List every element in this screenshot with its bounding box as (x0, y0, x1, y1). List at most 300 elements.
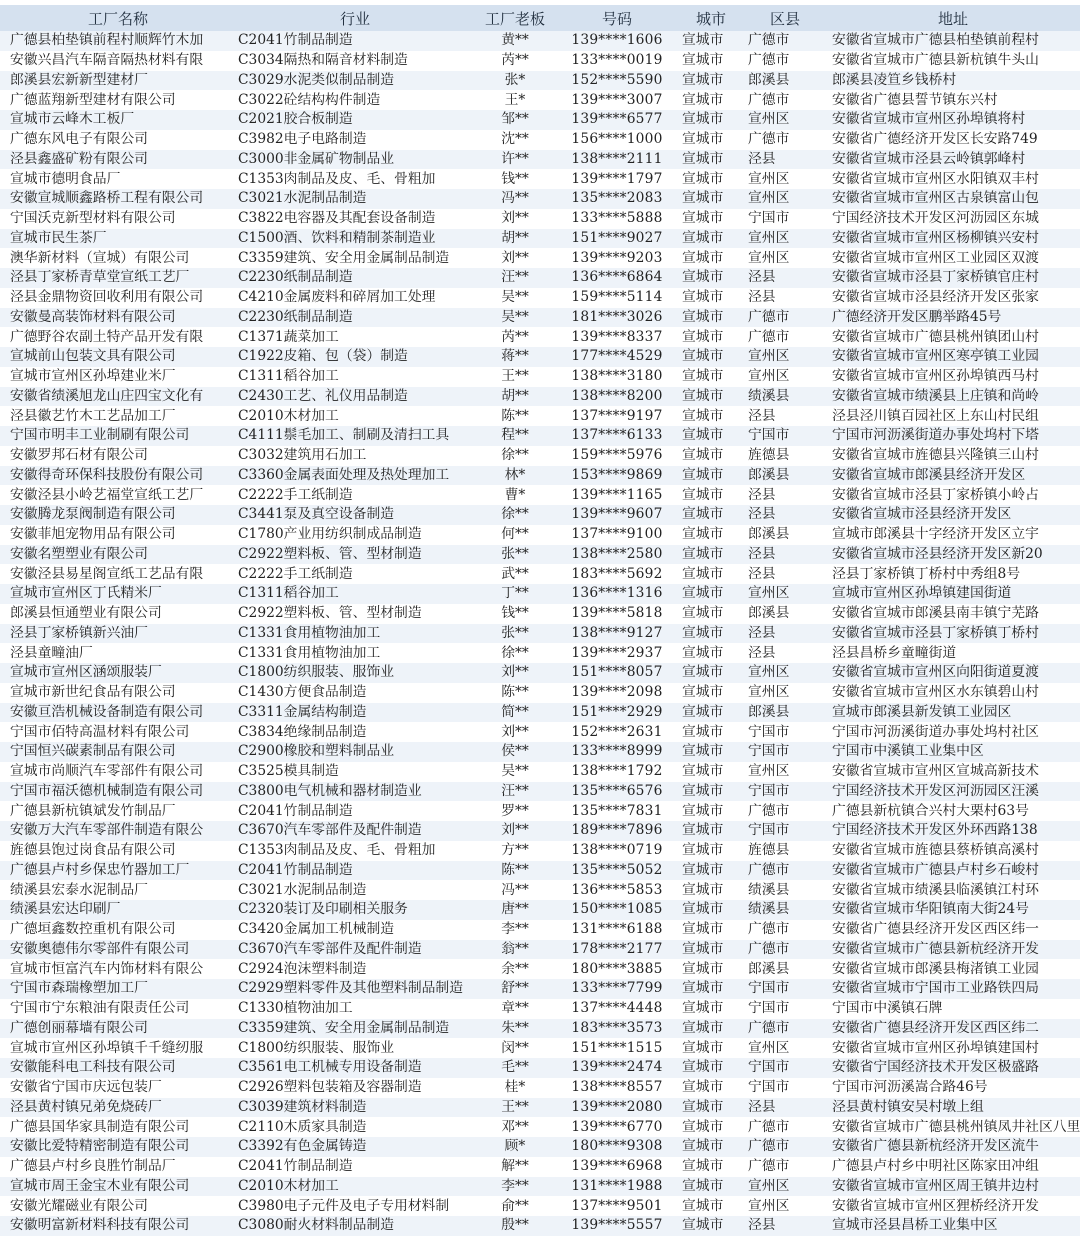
phone-cell: 139****1797 (556, 169, 678, 189)
phone-cell: 131****6188 (556, 920, 678, 940)
phone-cell: 137****9100 (556, 525, 678, 545)
factory-name-cell: 泾县丁家桥青草堂宣纸工艺厂 (0, 268, 236, 288)
owner-cell: 许** (474, 150, 556, 170)
header-row (0, 5, 1080, 31)
header-district: 区县 (744, 5, 826, 31)
table-row (0, 703, 1080, 723)
factory-name-cell: 广德县卢村乡保忠竹器加工厂 (0, 861, 236, 881)
industry-cell: C4111鬃毛加工、制刷及清扫工具 (236, 426, 474, 446)
factory-name-cell: 泾县鑫盛矿粉有限公司 (0, 150, 236, 170)
owner-cell: 胡** (474, 229, 556, 249)
factory-name-cell: 宣城市新世纪食品有限公司 (0, 683, 236, 703)
table-row (0, 999, 1080, 1019)
table-row (0, 268, 1080, 288)
factory-name-cell: 绩溪县宏达印刷厂 (0, 900, 236, 920)
factory-name-cell: 泾县童疃油厂 (0, 643, 236, 663)
table-row (0, 821, 1080, 841)
industry-cell: C2222手工纸制造 (236, 485, 474, 505)
city-cell: 宣城市 (678, 703, 744, 723)
city-cell: 宣城市 (678, 1019, 744, 1039)
city-cell: 宣城市 (678, 1137, 744, 1157)
factory-name-cell: 安徽兴昌汽车隔音隔热材料有限 (0, 51, 236, 71)
factory-name-cell: 安徽亘浩机械设备制造有限公司 (0, 703, 236, 723)
phone-cell: 183****3573 (556, 1019, 678, 1039)
industry-cell: C2041竹制品制造 (236, 1157, 474, 1177)
table-row (0, 209, 1080, 229)
district-cell: 旌德县 (744, 841, 826, 861)
industry-cell: C2230纸制品制造 (236, 308, 474, 328)
industry-cell: C3822电容器及其配套设备制造 (236, 209, 474, 229)
address-cell: 泾县丁家桥镇丁桥村中秀组8号 (826, 564, 1080, 584)
factory-name-cell: 广德蓝翔新型建材有限公司 (0, 90, 236, 110)
address-cell: 郎溪县凌笪乡钱桥村 (826, 71, 1080, 91)
address-cell: 宁国市河沥溪街道办事处坞村社区 (826, 722, 1080, 742)
industry-cell: C3670汽车零部件及配件制造 (236, 940, 474, 960)
address-cell: 安徽省宣城市广德县柏垫镇前程村 (826, 31, 1080, 51)
table-row (0, 1157, 1080, 1177)
table-row (0, 110, 1080, 130)
phone-cell: 137****6133 (556, 426, 678, 446)
table-row (0, 505, 1080, 525)
city-cell: 宣城市 (678, 900, 744, 920)
phone-cell: 139****6968 (556, 1157, 678, 1177)
owner-cell: 徐** (474, 446, 556, 466)
city-cell: 宣城市 (678, 1196, 744, 1216)
city-cell: 宣城市 (678, 268, 744, 288)
owner-cell: 张** (474, 624, 556, 644)
phone-cell: 138****2111 (556, 150, 678, 170)
industry-cell: C2922塑料板、管、型材制造 (236, 545, 474, 565)
industry-cell: C2021胶合板制造 (236, 110, 474, 130)
district-cell: 广德市 (744, 801, 826, 821)
phone-cell: 139****2937 (556, 643, 678, 663)
industry-cell: C3021水泥制品制造 (236, 880, 474, 900)
district-cell: 宁国市 (744, 742, 826, 762)
city-cell: 宣城市 (678, 71, 744, 91)
owner-cell: 王** (474, 1098, 556, 1118)
address-cell: 安徽省宣城市宁国市工业路铁四局 (826, 979, 1080, 999)
district-cell: 泾县 (744, 564, 826, 584)
address-cell: 安徽省广德县经济开发区西区纬一 (826, 920, 1080, 940)
table-row (0, 347, 1080, 367)
table-row (0, 584, 1080, 604)
city-cell: 宣城市 (678, 1038, 744, 1058)
header-factory-name: 工厂名称 (0, 5, 236, 31)
city-cell: 宣城市 (678, 861, 744, 881)
table-row (0, 426, 1080, 446)
address-cell: 宁国经济技术开发区河沥园区汪溪 (826, 782, 1080, 802)
phone-cell: 151****9027 (556, 229, 678, 249)
owner-cell: 邓** (474, 1117, 556, 1137)
address-cell: 安徽省宣城市宣州区水阳镇双丰村 (826, 169, 1080, 189)
owner-cell: 胡** (474, 387, 556, 407)
phone-cell: 136****6864 (556, 268, 678, 288)
address-cell: 安徽省宣城市广德县新杭镇牛头山 (826, 51, 1080, 71)
table-row (0, 1058, 1080, 1078)
owner-cell: 张* (474, 71, 556, 91)
district-cell: 宁国市 (744, 722, 826, 742)
owner-cell: 唐** (474, 900, 556, 920)
table-row (0, 446, 1080, 466)
table-row (0, 1177, 1080, 1197)
city-cell: 宣城市 (678, 584, 744, 604)
owner-cell: 程** (474, 426, 556, 446)
district-cell: 广德市 (744, 861, 826, 881)
district-cell: 郎溪县 (744, 604, 826, 624)
address-cell: 安徽省宣城市宣州区孙埠镇将村 (826, 110, 1080, 130)
address-cell: 安徽省广德县经济开发区西区纬二 (826, 1019, 1080, 1039)
address-cell: 安徽省宣城市绩溪县上庄镇和尚岭 (826, 387, 1080, 407)
table-row (0, 1098, 1080, 1118)
address-cell: 泾县泾川镇百园社区上东山村民组 (826, 406, 1080, 426)
factory-name-cell: 宣城市云峰木工板厂 (0, 110, 236, 130)
owner-cell: 林* (474, 466, 556, 486)
factory-name-cell: 泾县丁家桥镇新兴油厂 (0, 624, 236, 644)
table-row (0, 466, 1080, 486)
district-cell: 广德市 (744, 327, 826, 347)
city-cell: 宣城市 (678, 485, 744, 505)
factory-name-cell: 宣城市宣州区涵颂服装厂 (0, 663, 236, 683)
address-cell: 安徽省宣城市郎溪县经济开发区 (826, 466, 1080, 486)
district-cell: 广德市 (744, 1019, 826, 1039)
phone-cell: 177****4529 (556, 347, 678, 367)
factory-name-cell: 安徽泾县小岭艺福堂宣纸工艺厂 (0, 485, 236, 505)
phone-cell: 139****2080 (556, 1098, 678, 1118)
owner-cell: 芮** (474, 327, 556, 347)
industry-cell: C2110木质家具制造 (236, 1117, 474, 1137)
owner-cell: 章** (474, 999, 556, 1019)
phone-cell: 138****2580 (556, 545, 678, 565)
factory-name-cell: 宁国市福沃德机械制造有限公司 (0, 782, 236, 802)
phone-cell: 151****8057 (556, 663, 678, 683)
city-cell: 宣城市 (678, 466, 744, 486)
industry-cell: C1331食用植物油加工 (236, 643, 474, 663)
factory-name-cell: 广德野谷农副土特产品开发有限 (0, 327, 236, 347)
address-cell: 泾县昌桥乡童疃街道 (826, 643, 1080, 663)
district-cell: 宁国市 (744, 1058, 826, 1078)
table-row (0, 367, 1080, 387)
table-row (0, 1137, 1080, 1157)
district-cell: 宣州区 (744, 189, 826, 209)
industry-cell: C3800电气机械和器材制造业 (236, 782, 474, 802)
district-cell: 广德市 (744, 90, 826, 110)
district-cell: 郎溪县 (744, 703, 826, 723)
factory-table (0, 5, 1080, 1236)
industry-cell: C3670汽车零部件及配件制造 (236, 821, 474, 841)
phone-cell: 139****1165 (556, 485, 678, 505)
owner-cell: 徐** (474, 643, 556, 663)
industry-cell: C3441泵及真空设备制造 (236, 505, 474, 525)
factory-name-cell: 广德创丽幕墙有限公司 (0, 1019, 236, 1039)
phone-cell: 180****3885 (556, 959, 678, 979)
industry-cell: C2922塑料板、管、型材制造 (236, 604, 474, 624)
city-cell: 宣城市 (678, 880, 744, 900)
address-cell: 安徽省宁国经济技术开发区极盛路 (826, 1058, 1080, 1078)
phone-cell: 151****2929 (556, 703, 678, 723)
phone-cell: 151****1515 (556, 1038, 678, 1058)
owner-cell: 芮** (474, 51, 556, 71)
factory-name-cell: 宁国市宁东粮油有限责任公司 (0, 999, 236, 1019)
phone-cell: 139****8337 (556, 327, 678, 347)
address-cell: 安徽省宣城市华阳镇南大街24号 (826, 900, 1080, 920)
owner-cell: 丁** (474, 584, 556, 604)
factory-name-cell: 广德县新杭镇斌发竹制品厂 (0, 801, 236, 821)
district-cell: 广德市 (744, 1137, 826, 1157)
owner-cell: 刘** (474, 209, 556, 229)
phone-cell: 139****1606 (556, 31, 678, 51)
city-cell: 宣城市 (678, 1117, 744, 1137)
factory-name-cell: 安徽罗邦石材有限公司 (0, 446, 236, 466)
address-cell: 安徽省宣城市郎溪县梅渚镇工业园 (826, 959, 1080, 979)
industry-cell: C2010木材加工 (236, 1177, 474, 1197)
owner-cell: 王* (474, 90, 556, 110)
phone-cell: 133****8999 (556, 742, 678, 762)
address-cell: 安徽省宣城市泾县经济开发区 (826, 505, 1080, 525)
district-cell: 旌德县 (744, 446, 826, 466)
factory-name-cell: 宣城前山包装文具有限公司 (0, 347, 236, 367)
industry-cell: C3982电子电路制造 (236, 130, 474, 150)
factory-name-cell: 广德县卢村乡良胜竹制品厂 (0, 1157, 236, 1177)
phone-cell: 138****9127 (556, 624, 678, 644)
owner-cell: 陈** (474, 683, 556, 703)
phone-cell: 136****1316 (556, 584, 678, 604)
industry-cell: C3980电子元件及电子专用材料制 (236, 1196, 474, 1216)
phone-cell: 138****8200 (556, 387, 678, 407)
phone-cell: 138****8557 (556, 1078, 678, 1098)
district-cell: 泾县 (744, 545, 826, 565)
factory-name-cell: 郎溪县恒通塑业有限公司 (0, 604, 236, 624)
city-cell: 宣城市 (678, 308, 744, 328)
city-cell: 宣城市 (678, 229, 744, 249)
owner-cell: 钱** (474, 604, 556, 624)
factory-name-cell: 宣城市德明食品厂 (0, 169, 236, 189)
city-cell: 宣城市 (678, 683, 744, 703)
industry-cell: C3032建筑用石加工 (236, 446, 474, 466)
city-cell: 宣城市 (678, 367, 744, 387)
address-cell: 安徽省宣城市宣州区孙埠镇西马村 (826, 367, 1080, 387)
owner-cell: 邹** (474, 110, 556, 130)
phone-cell: 139****2474 (556, 1058, 678, 1078)
table-row (0, 150, 1080, 170)
district-cell: 郎溪县 (744, 959, 826, 979)
district-cell: 宣州区 (744, 169, 826, 189)
city-cell: 宣城市 (678, 624, 744, 644)
table-row (0, 880, 1080, 900)
phone-cell: 137****4448 (556, 999, 678, 1019)
factory-name-cell: 绩溪县宏泰水泥制品厂 (0, 880, 236, 900)
district-cell: 宁国市 (744, 426, 826, 446)
factory-name-cell: 郎溪县宏新新型建材厂 (0, 71, 236, 91)
address-cell: 安徽省宣城市宣州区向阳街道夏渡 (826, 663, 1080, 683)
owner-cell: 沈** (474, 130, 556, 150)
city-cell: 宣城市 (678, 347, 744, 367)
phone-cell: 136****5853 (556, 880, 678, 900)
industry-cell: C3834绝缘制品制造 (236, 722, 474, 742)
factory-name-cell: 宁国恒兴碳素制品有限公司 (0, 742, 236, 762)
table-row (0, 663, 1080, 683)
city-cell: 宣城市 (678, 663, 744, 683)
address-cell: 安徽省宣城市广德县卢村乡石峻村 (826, 861, 1080, 881)
address-cell: 广德经济开发区鹏举路45号 (826, 308, 1080, 328)
phone-cell: 139****6770 (556, 1117, 678, 1137)
factory-name-cell: 泾县黄村镇兄弟免烧砖厂 (0, 1098, 236, 1118)
owner-cell: 闵** (474, 1038, 556, 1058)
industry-cell: C1311稻谷加工 (236, 367, 474, 387)
city-cell: 宣城市 (678, 31, 744, 51)
address-cell: 安徽省广德县新杭经济开发区流牛 (826, 1137, 1080, 1157)
table-row (0, 169, 1080, 189)
address-cell: 安徽省宣城市宣州区周王镇井边村 (826, 1177, 1080, 1197)
address-cell: 安徽省宣城市宣州区宣城高新技术 (826, 762, 1080, 782)
phone-cell: 135****6576 (556, 782, 678, 802)
industry-cell: C2230纸制品制造 (236, 268, 474, 288)
phone-cell: 138****0719 (556, 841, 678, 861)
phone-cell: 159****5114 (556, 288, 678, 308)
table-row (0, 308, 1080, 328)
owner-cell: 刘** (474, 821, 556, 841)
city-cell: 宣城市 (678, 801, 744, 821)
city-cell: 宣城市 (678, 505, 744, 525)
owner-cell: 徐** (474, 505, 556, 525)
city-cell: 宣城市 (678, 940, 744, 960)
address-cell: 广德县新杭镇合兴村大栗村63号 (826, 801, 1080, 821)
industry-cell: C1371蔬菜加工 (236, 327, 474, 347)
district-cell: 广德市 (744, 1157, 826, 1177)
city-cell: 宣城市 (678, 189, 744, 209)
city-cell: 宣城市 (678, 821, 744, 841)
phone-cell: 137****9501 (556, 1196, 678, 1216)
industry-cell: C2041竹制品制造 (236, 31, 474, 51)
header-city: 城市 (678, 5, 744, 31)
factory-name-cell: 宣城市宣州区丁氏精米厂 (0, 584, 236, 604)
table-row (0, 861, 1080, 881)
city-cell: 宣城市 (678, 1098, 744, 1118)
phone-cell: 153****9869 (556, 466, 678, 486)
phone-cell: 180****9308 (556, 1137, 678, 1157)
table-row (0, 1216, 1080, 1236)
address-cell: 安徽省宣城市泾县丁家桥镇丁桥村 (826, 624, 1080, 644)
table-row (0, 229, 1080, 249)
industry-cell: C2924泡沫塑料制造 (236, 959, 474, 979)
city-cell: 宣城市 (678, 1177, 744, 1197)
factory-name-cell: 安徽得奇环保科技股份有限公司 (0, 466, 236, 486)
phone-cell: 139****9203 (556, 248, 678, 268)
city-cell: 宣城市 (678, 999, 744, 1019)
table-row (0, 90, 1080, 110)
header-address: 地址 (826, 5, 1080, 31)
district-cell: 泾县 (744, 268, 826, 288)
address-cell: 安徽省宣城市泾县丁家桥镇小岭占 (826, 485, 1080, 505)
city-cell: 宣城市 (678, 51, 744, 71)
district-cell: 宣州区 (744, 762, 826, 782)
owner-cell: 翁** (474, 940, 556, 960)
factory-name-cell: 安徽宣城顺鑫路桥工程有限公司 (0, 189, 236, 209)
city-cell: 宣城市 (678, 90, 744, 110)
factory-name-cell: 安徽万大汽车零部件制造有限公 (0, 821, 236, 841)
phone-cell: 138****1792 (556, 762, 678, 782)
owner-cell: 曹* (474, 485, 556, 505)
table-row (0, 406, 1080, 426)
address-cell: 安徽省宣城市绩溪县临溪镇江村环 (826, 880, 1080, 900)
factory-name-cell: 安徽明富新材料科技有限公司 (0, 1216, 236, 1236)
owner-cell: 陈** (474, 861, 556, 881)
owner-cell: 李** (474, 1177, 556, 1197)
industry-cell: C2320装订及印刷相关服务 (236, 900, 474, 920)
address-cell: 安徽省宣城市宣州区杨柳镇兴安村 (826, 229, 1080, 249)
address-cell: 安徽省宣城市广德县新杭经济开发 (826, 940, 1080, 960)
owner-cell: 余** (474, 959, 556, 979)
city-cell: 宣城市 (678, 742, 744, 762)
phone-cell: 139****6577 (556, 110, 678, 130)
phone-cell: 135****5052 (556, 861, 678, 881)
district-cell: 泾县 (744, 288, 826, 308)
city-cell: 宣城市 (678, 209, 744, 229)
industry-cell: C1922皮箱、包（袋）制造 (236, 347, 474, 367)
industry-cell: C3039建筑材料制造 (236, 1098, 474, 1118)
district-cell: 宣州区 (744, 1038, 826, 1058)
industry-cell: C2929塑料零件及其他塑料制品制造 (236, 979, 474, 999)
district-cell: 宣州区 (744, 229, 826, 249)
district-cell: 泾县 (744, 1098, 826, 1118)
phone-cell: 138****3180 (556, 367, 678, 387)
table-row (0, 801, 1080, 821)
factory-name-cell: 广德垣鑫数控重机有限公司 (0, 920, 236, 940)
district-cell: 郎溪县 (744, 71, 826, 91)
phone-cell: 133****7799 (556, 979, 678, 999)
district-cell: 宣州区 (744, 1196, 826, 1216)
phone-cell: 137****9197 (556, 406, 678, 426)
city-cell: 宣城市 (678, 288, 744, 308)
factory-name-cell: 宁国沃克新型材料有限公司 (0, 209, 236, 229)
owner-cell: 冯** (474, 880, 556, 900)
owner-cell: 侯** (474, 742, 556, 762)
table-row (0, 485, 1080, 505)
table-row (0, 71, 1080, 91)
city-cell: 宣城市 (678, 1216, 744, 1236)
owner-cell: 张** (474, 545, 556, 565)
table-body (0, 31, 1080, 1236)
address-cell: 安徽省广德经济开发区长安路749 (826, 130, 1080, 150)
factory-name-cell: 安徽菲旭宠物用品有限公司 (0, 525, 236, 545)
owner-cell: 蒋** (474, 347, 556, 367)
owner-cell: 简** (474, 703, 556, 723)
industry-cell: C3420金属加工机械制造 (236, 920, 474, 940)
table-row (0, 643, 1080, 663)
industry-cell: C3000非金属矿物制品业 (236, 150, 474, 170)
header-phone: 号码 (556, 5, 678, 31)
table-row (0, 959, 1080, 979)
table-row (0, 900, 1080, 920)
city-cell: 宣城市 (678, 959, 744, 979)
district-cell: 广德市 (744, 940, 826, 960)
owner-cell: 殷** (474, 1216, 556, 1236)
district-cell: 广德市 (744, 51, 826, 71)
city-cell: 宣城市 (678, 545, 744, 565)
factory-name-cell: 泾县徽艺竹木工艺品加工厂 (0, 406, 236, 426)
table-row (0, 742, 1080, 762)
owner-cell: 吴** (474, 288, 556, 308)
table-row (0, 564, 1080, 584)
address-cell: 安徽省宣城市宣州区水东镇碧山村 (826, 683, 1080, 703)
city-cell: 宣城市 (678, 150, 744, 170)
industry-cell: C3021水泥制品制造 (236, 189, 474, 209)
district-cell: 泾县 (744, 643, 826, 663)
table-row (0, 31, 1080, 51)
table-row (0, 288, 1080, 308)
address-cell: 安徽省宣城市宣州区狸桥经济开发 (826, 1196, 1080, 1216)
owner-cell: 吴** (474, 762, 556, 782)
city-cell: 宣城市 (678, 564, 744, 584)
